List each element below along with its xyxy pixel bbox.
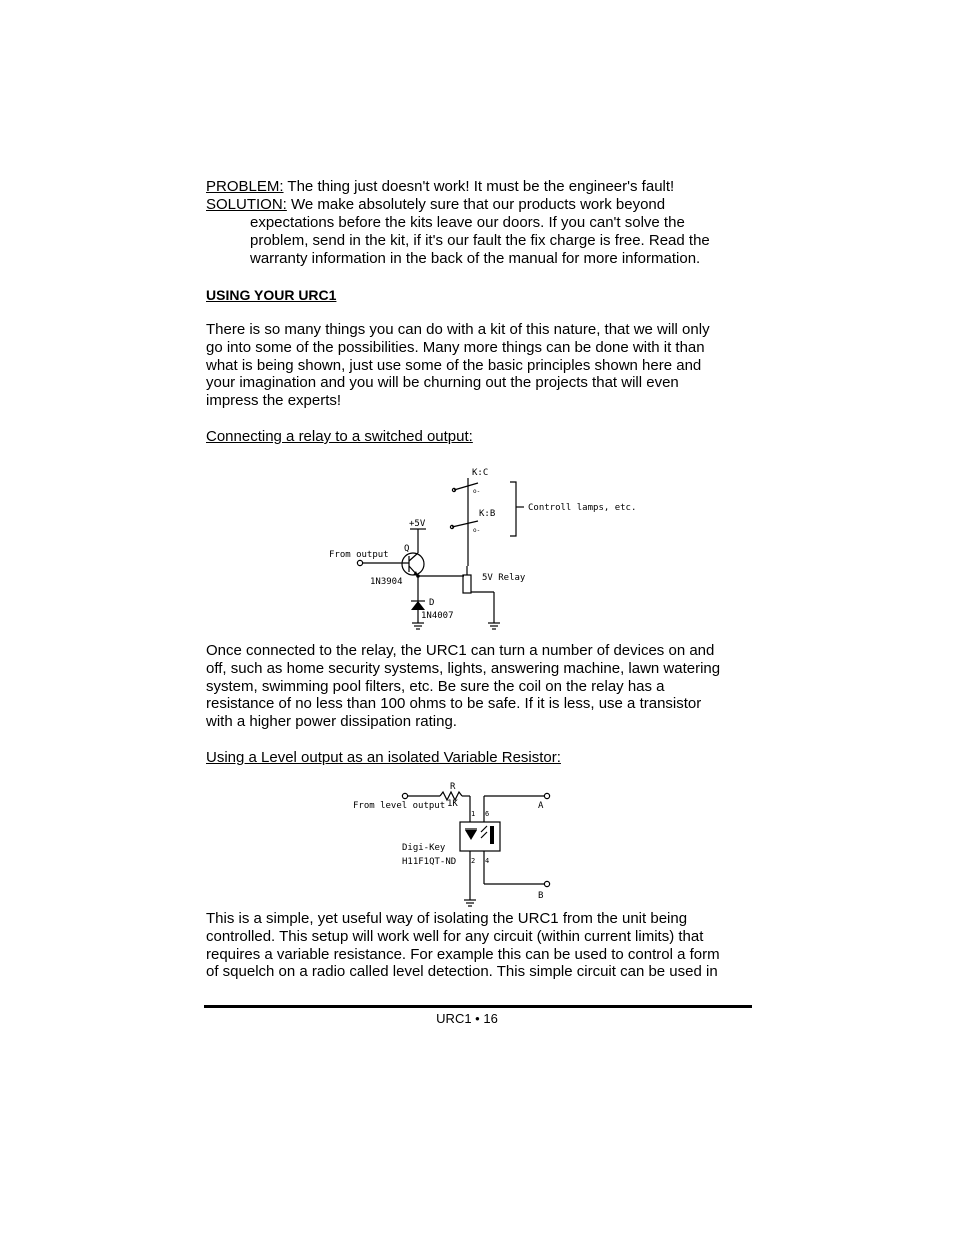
final-line: requires a variable resistance. For example this can be used to control a form (206, 945, 720, 963)
final-line: of squelch on a radio called level detection. This simple circuit can be used in (206, 963, 718, 981)
kc-label: K:C (472, 468, 489, 478)
contact-mark: o- (473, 488, 481, 495)
r-value-label: 1K (447, 799, 458, 809)
intro-line: impress the experts! (206, 392, 342, 410)
a-label: A (538, 801, 544, 811)
relay-line: with a higher power dissipation rating. (206, 713, 457, 731)
r-label: R (450, 782, 456, 792)
solution-label: SOLUTION: (206, 196, 287, 213)
relay-line: Once connected to the relay, the URC1 can turn a number of devices on and (206, 642, 715, 659)
plus5v-label: +5V (409, 519, 426, 529)
from-output-label: From output (329, 550, 389, 560)
d-label: D (429, 598, 435, 608)
part-label: H11F1QT-ND (402, 857, 457, 867)
transistor-label: 1N3904 (370, 577, 403, 587)
pin2-label: 2 (471, 857, 476, 865)
footer-rule (204, 1005, 752, 1008)
q-label: Q (404, 544, 410, 554)
pin6-label: 6 (485, 810, 490, 818)
pin1-label: 1 (471, 810, 476, 818)
solution-line-2: expectations before the kits leave our doors. If you can't solve the (250, 214, 685, 231)
section-heading: USING YOUR URC1 (206, 287, 337, 303)
b-label: B (538, 891, 544, 901)
relay-line: off, such as home security systems, lights, answering machine, lawn watering (206, 659, 721, 677)
intro-line: what is being shown, just use some of the basic principles shown here and (206, 356, 702, 374)
problem-label: PROBLEM: (206, 178, 284, 195)
relay-heading: Connecting a relay to a switched output: (206, 428, 473, 445)
level-heading: Using a Level output as an isolated Variable Resistor: (206, 749, 561, 766)
solution-line-3: problem, send in the kit, if it's our fault the fix charge is free. Read the (250, 232, 710, 249)
intro-line: There is so many things you can do with a kit of this nature, that we will only (206, 321, 710, 338)
relay-line: system, swimming pool filters, etc. Be sure the coil on the relay has a (206, 677, 665, 695)
solution-line-4: warranty information in the back of the manual for more information. (250, 250, 701, 267)
controll-label: Controll lamps, etc. (528, 503, 637, 513)
relay-label: 5V Relay (482, 573, 526, 583)
digikey-label: Digi-Key (402, 843, 446, 853)
intro-line: go into some of the possibilities. Many more things can be done with it than (206, 338, 705, 356)
pin4-label: 4 (485, 857, 490, 865)
diode-label: 1N4007 (421, 611, 454, 621)
kb-label: K:B (479, 509, 496, 519)
from-level-label: From level output (353, 801, 446, 811)
contact-mark: o- (473, 527, 481, 534)
final-paragraph (206, 910, 746, 981)
relay-line: resistance of no less than 100 ohms to be safe. If it is less, use a transistor (206, 695, 702, 713)
problem-text: The thing just doesn't work! It must be the engineer's fault! (283, 178, 675, 195)
final-line: This is a simple, yet useful way of isolating the URC1 from the unit being (206, 910, 688, 927)
page-footer: URC1 • 16 (436, 1011, 498, 1026)
intro-line: your imagination and you will be churning out the projects that will even (206, 374, 679, 392)
final-line: controlled. This setup will work well for any circuit (within current limits) that (206, 927, 704, 945)
solution-text: We make absolutely sure that our products work beyond (286, 196, 666, 213)
